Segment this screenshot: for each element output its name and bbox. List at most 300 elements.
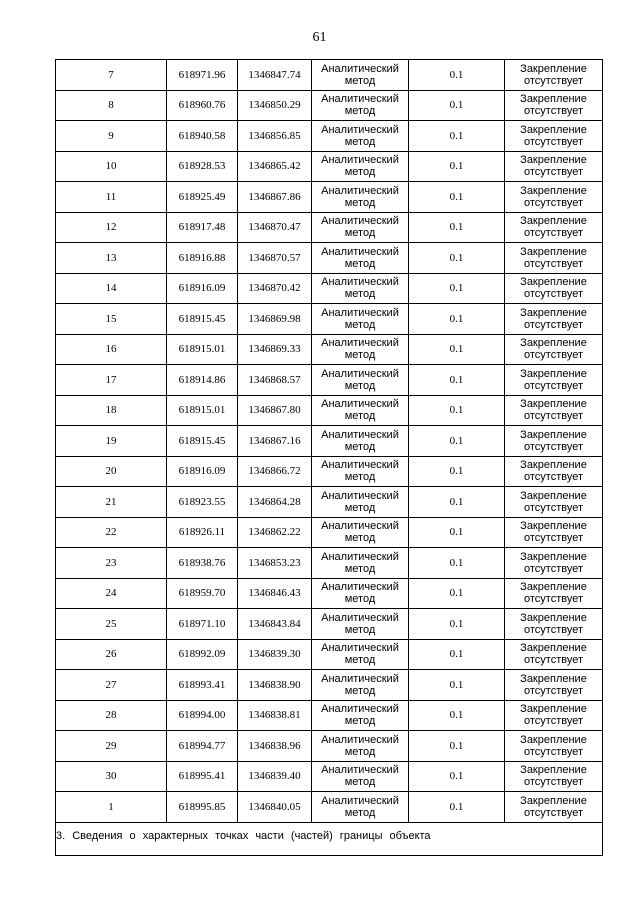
cell-line-1: Аналитический [321, 611, 399, 624]
cell-value: 8 [108, 99, 114, 112]
cell-value: 618940.58 [178, 129, 226, 142]
cell-value: 0.1 [449, 251, 464, 264]
cell-line-2: метод [344, 806, 376, 819]
y-coordinate-cell [238, 670, 312, 701]
y-coordinate-cell [238, 548, 312, 579]
method-cell [312, 182, 409, 213]
table-row [56, 761, 603, 792]
fixation-cell [505, 487, 603, 518]
cell-value: 1346864.28 [248, 495, 301, 508]
cell-line-2: отсутствует [523, 654, 583, 667]
x-coordinate-cell [167, 700, 238, 731]
cell-line-1: Закрепление [520, 306, 587, 319]
method-cell [312, 121, 409, 152]
x-coordinate-cell [167, 90, 238, 121]
fixation-cell [505, 639, 603, 670]
point-number-cell [56, 121, 167, 152]
cell-value: 27 [105, 678, 117, 691]
table-row [56, 334, 603, 365]
cell-line-2: метод [344, 501, 376, 514]
fixation-cell [505, 304, 603, 335]
point-number-cell [56, 426, 167, 457]
cell-line-1: Закрепление [520, 672, 587, 685]
cell-line-2: отсутствует [523, 135, 583, 148]
x-coordinate-cell [167, 761, 238, 792]
cell-line-1: Аналитический [321, 154, 399, 167]
table-row [56, 487, 603, 518]
cell-value: 1346865.42 [248, 160, 301, 173]
accuracy-cell [409, 151, 505, 182]
method-cell [312, 578, 409, 609]
cell-line-2: метод [344, 135, 376, 148]
cell-value: 618993.41 [178, 678, 226, 691]
cell-line-1: Аналитический [321, 93, 399, 106]
cell-value: 1346838.81 [248, 709, 301, 722]
cell-line-1: Аналитический [321, 550, 399, 563]
cell-line-1: Закрепление [520, 276, 587, 289]
cell-value: 618914.86 [178, 373, 226, 386]
cell-value: 1346867.80 [248, 404, 301, 417]
cell-value: 24 [105, 587, 117, 600]
cell-line-2: метод [344, 196, 376, 209]
cell-line-1: Аналитический [321, 337, 399, 350]
accuracy-cell [409, 334, 505, 365]
cell-value: 28 [105, 709, 117, 722]
cell-line-2: отсутствует [523, 74, 583, 87]
cell-line-1: Закрепление [520, 489, 587, 502]
y-coordinate-cell [238, 273, 312, 304]
cell-value: 14 [105, 282, 117, 295]
point-number-cell [56, 670, 167, 701]
fixation-cell [505, 60, 603, 91]
method-cell [312, 212, 409, 243]
cell-value: 1346839.40 [248, 770, 301, 783]
y-coordinate-cell [238, 761, 312, 792]
fixation-cell [505, 548, 603, 579]
cell-value: 618971.96 [178, 68, 226, 81]
cell-value: 1346840.05 [248, 800, 301, 813]
method-cell [312, 273, 409, 304]
y-coordinate-cell [238, 426, 312, 457]
cell-value: 1346867.16 [248, 434, 301, 447]
cell-line-1: Закрепление [520, 62, 587, 75]
point-number-cell [56, 273, 167, 304]
cell-line-2: отсутствует [523, 532, 583, 545]
point-number-cell [56, 395, 167, 426]
point-number-cell [56, 609, 167, 640]
y-coordinate-cell [238, 304, 312, 335]
cell-line-1: Аналитический [321, 764, 399, 777]
cell-line-1: Аналитический [321, 520, 399, 533]
accuracy-cell [409, 60, 505, 91]
cell-value: 0.1 [449, 434, 464, 447]
fixation-cell [505, 90, 603, 121]
cell-line-2: метод [344, 379, 376, 392]
method-cell [312, 90, 409, 121]
cell-value: 29 [105, 739, 117, 752]
cell-value: 1346862.22 [248, 526, 301, 539]
cell-value: 0.1 [449, 465, 464, 478]
fixation-cell [505, 365, 603, 396]
section-row [56, 822, 603, 855]
accuracy-cell [409, 578, 505, 609]
y-coordinate-cell [238, 731, 312, 762]
cell-line-1: Закрепление [520, 733, 587, 746]
cell-value: 1346850.29 [248, 99, 301, 112]
cell-line-1: Закрепление [520, 428, 587, 441]
cell-value: 1346838.90 [248, 678, 301, 691]
y-coordinate-cell [238, 792, 312, 823]
x-coordinate-cell [167, 609, 238, 640]
accuracy-cell [409, 273, 505, 304]
y-coordinate-cell [238, 517, 312, 548]
table-row [56, 548, 603, 579]
cell-line-1: Закрепление [520, 550, 587, 563]
x-coordinate-cell [167, 212, 238, 243]
cell-line-2: метод [344, 654, 376, 667]
cell-value: 23 [105, 556, 117, 569]
cell-value: 1346856.85 [248, 129, 301, 142]
fixation-cell [505, 243, 603, 274]
accuracy-cell [409, 731, 505, 762]
table-row [56, 578, 603, 609]
cell-line-2: метод [344, 349, 376, 362]
point-number-cell [56, 365, 167, 396]
cell-value: 13 [105, 251, 117, 264]
point-number-cell [56, 578, 167, 609]
accuracy-cell [409, 792, 505, 823]
cell-value: 0.1 [449, 526, 464, 539]
cell-value: 11 [105, 190, 117, 203]
accuracy-cell [409, 90, 505, 121]
point-number-cell [56, 304, 167, 335]
cell-value: 618928.53 [178, 160, 226, 173]
x-coordinate-cell [167, 365, 238, 396]
point-number-cell [56, 456, 167, 487]
cell-line-2: метод [344, 532, 376, 545]
fixation-cell [505, 334, 603, 365]
cell-value: 618917.48 [178, 221, 226, 234]
cell-value: 0.1 [449, 617, 464, 630]
cell-value: 21 [105, 495, 117, 508]
cell-value: 0.1 [449, 556, 464, 569]
cell-value: 618995.85 [178, 800, 226, 813]
cell-line-1: Аналитический [321, 245, 399, 258]
point-number-cell [56, 639, 167, 670]
table-row [56, 670, 603, 701]
cell-value: 618995.41 [178, 770, 226, 783]
table-row [56, 426, 603, 457]
fixation-cell [505, 792, 603, 823]
accuracy-cell [409, 639, 505, 670]
cell-line-1: Закрепление [520, 703, 587, 716]
cell-value: 20 [105, 465, 117, 478]
cell-value: 1346843.84 [248, 617, 301, 630]
cell-value: 15 [105, 312, 117, 325]
fixation-cell [505, 609, 603, 640]
cell-value: 1346846.43 [248, 587, 301, 600]
cell-value: 0.1 [449, 343, 464, 356]
point-number-cell [56, 212, 167, 243]
fixation-cell [505, 121, 603, 152]
table-row [56, 304, 603, 335]
accuracy-cell [409, 243, 505, 274]
y-coordinate-cell [238, 334, 312, 365]
x-coordinate-cell [167, 151, 238, 182]
y-coordinate-cell [238, 487, 312, 518]
table-row [56, 517, 603, 548]
table-row [56, 365, 603, 396]
table-row [56, 90, 603, 121]
cell-line-2: отсутствует [523, 227, 583, 240]
cell-line-2: отсутствует [523, 623, 583, 636]
cell-value: 12 [105, 221, 117, 234]
method-cell [312, 60, 409, 91]
table-row [56, 700, 603, 731]
cell-line-2: отсутствует [523, 806, 583, 819]
cell-value: 618923.55 [178, 495, 226, 508]
cell-line-2: отсутствует [523, 745, 583, 758]
cell-value: 1346853.23 [248, 556, 301, 569]
method-cell [312, 609, 409, 640]
x-coordinate-cell [167, 304, 238, 335]
cell-line-2: метод [344, 715, 376, 728]
cell-value: 1 [108, 800, 114, 813]
cell-value: 30 [105, 770, 117, 783]
cell-line-2: метод [344, 410, 376, 423]
x-coordinate-cell [167, 121, 238, 152]
y-coordinate-cell [238, 456, 312, 487]
table-row [56, 182, 603, 213]
cell-line-1: Закрепление [520, 154, 587, 167]
cell-line-1: Аналитический [321, 184, 399, 197]
cell-value: 618938.76 [178, 556, 226, 569]
method-cell [312, 151, 409, 182]
cell-line-2: метод [344, 471, 376, 484]
point-number-cell [56, 182, 167, 213]
cell-line-1: Аналитический [321, 703, 399, 716]
cell-value: 1346870.42 [248, 282, 301, 295]
cell-line-1: Аналитический [321, 581, 399, 594]
cell-value: 618916.88 [178, 251, 226, 264]
cell-value: 7 [108, 68, 114, 81]
cell-value: 0.1 [449, 800, 464, 813]
cell-value: 1346868.57 [248, 373, 301, 386]
method-cell [312, 731, 409, 762]
cell-line-2: метод [344, 105, 376, 118]
x-coordinate-cell [167, 243, 238, 274]
point-number-cell [56, 151, 167, 182]
cell-line-2: отсутствует [523, 196, 583, 209]
page-number: 61 [312, 30, 327, 45]
table-row [56, 792, 603, 823]
cell-line-2: отсутствует [523, 288, 583, 301]
cell-value: 618926.11 [178, 526, 226, 539]
cell-value: 0.1 [449, 160, 464, 173]
cell-line-2: отсутствует [523, 684, 583, 697]
accuracy-cell [409, 761, 505, 792]
point-number-cell [56, 700, 167, 731]
cell-line-1: Аналитический [321, 62, 399, 75]
cell-line-2: отсутствует [523, 471, 583, 484]
cell-value: 1346869.98 [248, 312, 301, 325]
cell-value: 618915.01 [178, 404, 226, 417]
cell-line-1: Аналитический [321, 306, 399, 319]
cell-line-2: отсутствует [523, 379, 583, 392]
cell-value: 1346866.72 [248, 465, 301, 478]
cell-value: 1346867.86 [248, 190, 301, 203]
method-cell [312, 304, 409, 335]
y-coordinate-cell [238, 365, 312, 396]
cell-line-2: отсутствует [523, 349, 583, 362]
cell-line-2: метод [344, 166, 376, 179]
table-row [56, 731, 603, 762]
table-row [56, 395, 603, 426]
x-coordinate-cell [167, 273, 238, 304]
point-number-cell [56, 90, 167, 121]
cell-value: 618971.10 [178, 617, 226, 630]
cell-line-1: Закрепление [520, 93, 587, 106]
x-coordinate-cell [167, 548, 238, 579]
cell-line-2: метод [344, 684, 376, 697]
cell-line-1: Закрепление [520, 520, 587, 533]
cell-value: 618915.45 [178, 312, 226, 325]
cell-line-1: Аналитический [321, 459, 399, 472]
cell-line-1: Закрепление [520, 184, 587, 197]
cell-line-2: отсутствует [523, 257, 583, 270]
cell-line-1: Закрепление [520, 794, 587, 807]
y-coordinate-cell [238, 121, 312, 152]
cell-value: 0.1 [449, 495, 464, 508]
coordinates-table [55, 59, 603, 856]
cell-value: 618916.09 [178, 465, 226, 478]
method-cell [312, 426, 409, 457]
y-coordinate-cell [238, 212, 312, 243]
cell-line-1: Закрепление [520, 367, 587, 380]
cell-value: 1346838.96 [248, 739, 301, 752]
cell-line-1: Аналитический [321, 794, 399, 807]
cell-value: 26 [105, 648, 117, 661]
x-coordinate-cell [167, 456, 238, 487]
cell-value: 0.1 [449, 68, 464, 81]
x-coordinate-cell [167, 639, 238, 670]
table-row [56, 60, 603, 91]
accuracy-cell [409, 456, 505, 487]
method-cell [312, 395, 409, 426]
cell-value: 618960.76 [178, 99, 226, 112]
x-coordinate-cell [167, 517, 238, 548]
cell-line-2: метод [344, 74, 376, 87]
table-row [56, 639, 603, 670]
fixation-cell [505, 273, 603, 304]
method-cell [312, 243, 409, 274]
fixation-cell [505, 212, 603, 243]
method-cell [312, 487, 409, 518]
y-coordinate-cell [238, 700, 312, 731]
cell-line-1: Аналитический [321, 642, 399, 655]
cell-line-2: отсутствует [523, 410, 583, 423]
cell-value: 22 [105, 526, 117, 539]
cell-value: 1346870.57 [248, 251, 301, 264]
cell-value: 0.1 [449, 129, 464, 142]
table-row [56, 456, 603, 487]
accuracy-cell [409, 182, 505, 213]
method-cell [312, 700, 409, 731]
point-number-cell [56, 548, 167, 579]
y-coordinate-cell [238, 639, 312, 670]
cell-line-2: отсутствует [523, 166, 583, 179]
accuracy-cell [409, 212, 505, 243]
table-row [56, 151, 603, 182]
y-coordinate-cell [238, 151, 312, 182]
x-coordinate-cell [167, 578, 238, 609]
fixation-cell [505, 517, 603, 548]
y-coordinate-cell [238, 243, 312, 274]
cell-line-2: метод [344, 776, 376, 789]
cell-value: 618959.70 [178, 587, 226, 600]
cell-value: 618994.77 [178, 739, 226, 752]
cell-value: 618915.01 [178, 343, 226, 356]
cell-line-2: отсутствует [523, 776, 583, 789]
fixation-cell [505, 151, 603, 182]
point-number-cell [56, 731, 167, 762]
y-coordinate-cell [238, 60, 312, 91]
cell-line-2: отсутствует [523, 562, 583, 575]
cell-line-2: метод [344, 623, 376, 636]
cell-value: 17 [105, 373, 117, 386]
fixation-cell [505, 456, 603, 487]
fixation-cell [505, 578, 603, 609]
accuracy-cell [409, 517, 505, 548]
cell-value: 16 [105, 343, 117, 356]
cell-value: 19 [105, 434, 117, 447]
cell-line-2: отсутствует [523, 501, 583, 514]
cell-line-2: метод [344, 288, 376, 301]
cell-line-2: отсутствует [523, 440, 583, 453]
fixation-cell [505, 395, 603, 426]
method-cell [312, 670, 409, 701]
cell-value: 10 [105, 160, 117, 173]
cell-value: 0.1 [449, 587, 464, 600]
fixation-cell [505, 700, 603, 731]
cell-line-1: Аналитический [321, 123, 399, 136]
section-heading: 3. Сведения о характерных точках части (частей) границы объекта [56, 822, 603, 855]
y-coordinate-cell [238, 182, 312, 213]
cell-line-2: отсутствует [523, 593, 583, 606]
table-row [56, 212, 603, 243]
cell-value: 0.1 [449, 648, 464, 661]
cell-value: 618925.49 [178, 190, 226, 203]
x-coordinate-cell [167, 334, 238, 365]
cell-value: 618916.09 [178, 282, 226, 295]
table-row [56, 121, 603, 152]
cell-line-2: метод [344, 318, 376, 331]
method-cell [312, 517, 409, 548]
x-coordinate-cell [167, 426, 238, 457]
method-cell [312, 365, 409, 396]
cell-line-2: отсутствует [523, 318, 583, 331]
cell-line-1: Аналитический [321, 489, 399, 502]
table-row [56, 243, 603, 274]
cell-line-2: отсутствует [523, 105, 583, 118]
accuracy-cell [409, 121, 505, 152]
y-coordinate-cell [238, 609, 312, 640]
cell-line-1: Аналитический [321, 428, 399, 441]
method-cell [312, 548, 409, 579]
cell-value: 0.1 [449, 770, 464, 783]
cell-line-2: метод [344, 257, 376, 270]
y-coordinate-cell [238, 90, 312, 121]
